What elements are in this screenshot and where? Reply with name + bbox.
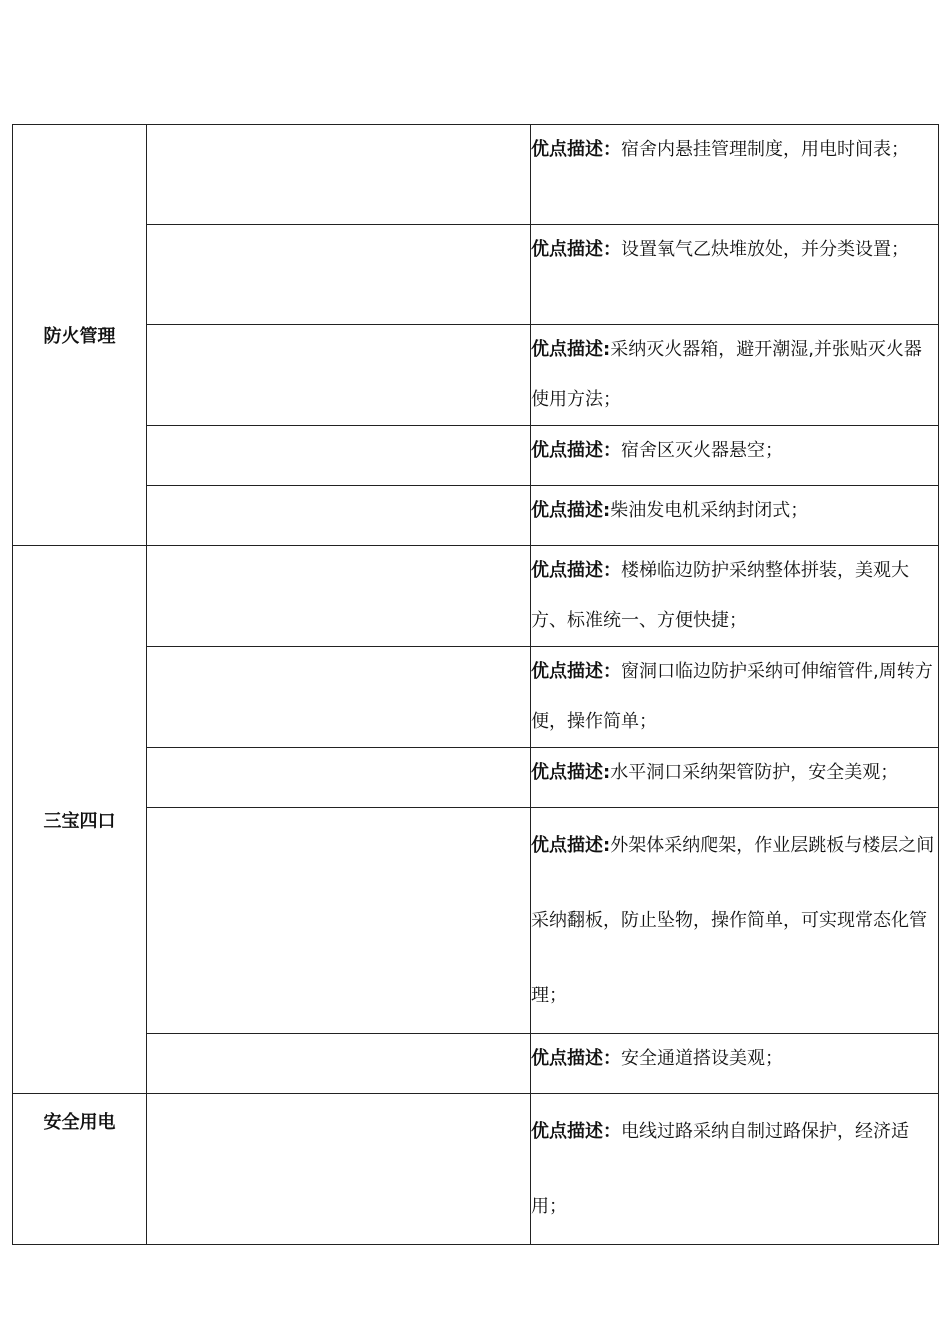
table-row xyxy=(13,125,939,225)
description-cell xyxy=(531,426,939,486)
advantage-label: 优点描述: xyxy=(531,762,611,783)
table-row xyxy=(13,1034,939,1094)
description-text: 电线过路采纳自制过路保护，经济适用； xyxy=(531,1121,909,1217)
advantage-label: 优点描述： xyxy=(531,440,621,461)
description-cell xyxy=(531,808,939,1034)
description-cell xyxy=(531,125,939,225)
description-text: 外架体采纳爬架，作业层跳板与楼层之间采纳翻板，防止坠物，操作简单，可实现常态化管理； xyxy=(531,835,935,1006)
description-cell xyxy=(531,647,939,748)
category-cell: 防火管理 xyxy=(13,125,147,546)
table-row xyxy=(13,325,939,426)
table-row xyxy=(13,1094,939,1245)
photo-cell xyxy=(147,647,531,748)
description-text: 水平洞口采纳架管防护，安全美观； xyxy=(610,762,899,783)
photo-cell xyxy=(147,748,531,808)
description-text: 楼梯临边防护采纳整体拼装，美观大方、标准统一、方便快捷； xyxy=(531,560,909,631)
advantage-label: 优点描述： xyxy=(531,139,621,160)
description-text: 采纳灭火器箱，避开潮湿,并张贴灭火器使用方法； xyxy=(531,339,922,410)
table-row xyxy=(13,486,939,546)
description-cell xyxy=(531,546,939,647)
table-row xyxy=(13,748,939,808)
photo-cell xyxy=(147,486,531,546)
advantage-label: 优点描述: xyxy=(531,835,611,856)
category-cell: 安全用电 xyxy=(13,1094,147,1245)
description-text: 柴油发电机采纳封闭式； xyxy=(610,500,809,521)
description-cell xyxy=(531,748,939,808)
table-row xyxy=(13,647,939,748)
table-row xyxy=(13,546,939,647)
description-cell xyxy=(531,325,939,426)
photo-cell xyxy=(147,325,531,426)
advantage-label: 优点描述: xyxy=(531,339,611,360)
photo-cell xyxy=(147,1094,531,1245)
description-text: 宿舍区灭火器悬空； xyxy=(621,440,783,461)
advantage-label: 优点描述： xyxy=(531,1048,621,1069)
description-cell xyxy=(531,1094,939,1245)
photo-cell xyxy=(147,546,531,647)
photo-cell xyxy=(147,225,531,325)
description-cell xyxy=(531,486,939,546)
photo-cell xyxy=(147,808,531,1034)
description-text: 宿舍内悬挂管理制度，用电时间表； xyxy=(621,139,909,160)
photo-cell xyxy=(147,1034,531,1094)
table-row xyxy=(13,808,939,1034)
table-row xyxy=(13,426,939,486)
inspection-table xyxy=(12,124,939,1245)
photo-cell xyxy=(147,426,531,486)
advantage-label: 优点描述： xyxy=(531,239,621,260)
description-text: 设置氧气乙炔堆放处，并分类设置； xyxy=(621,239,909,260)
description-cell xyxy=(531,225,939,325)
description-text: 安全通道搭设美观； xyxy=(621,1048,783,1069)
advantage-label: 优点描述: xyxy=(531,500,611,521)
advantage-label: 优点描述： xyxy=(531,1121,621,1142)
description-text: 窗洞口临边防护采纳可伸缩管件,周转方便，操作简单； xyxy=(531,661,933,732)
advantage-label: 优点描述： xyxy=(531,661,621,682)
advantage-label: 优点描述： xyxy=(531,560,621,581)
description-cell xyxy=(531,1034,939,1094)
category-cell: 三宝四口 xyxy=(13,546,147,1094)
photo-cell xyxy=(147,125,531,225)
table-row xyxy=(13,225,939,325)
